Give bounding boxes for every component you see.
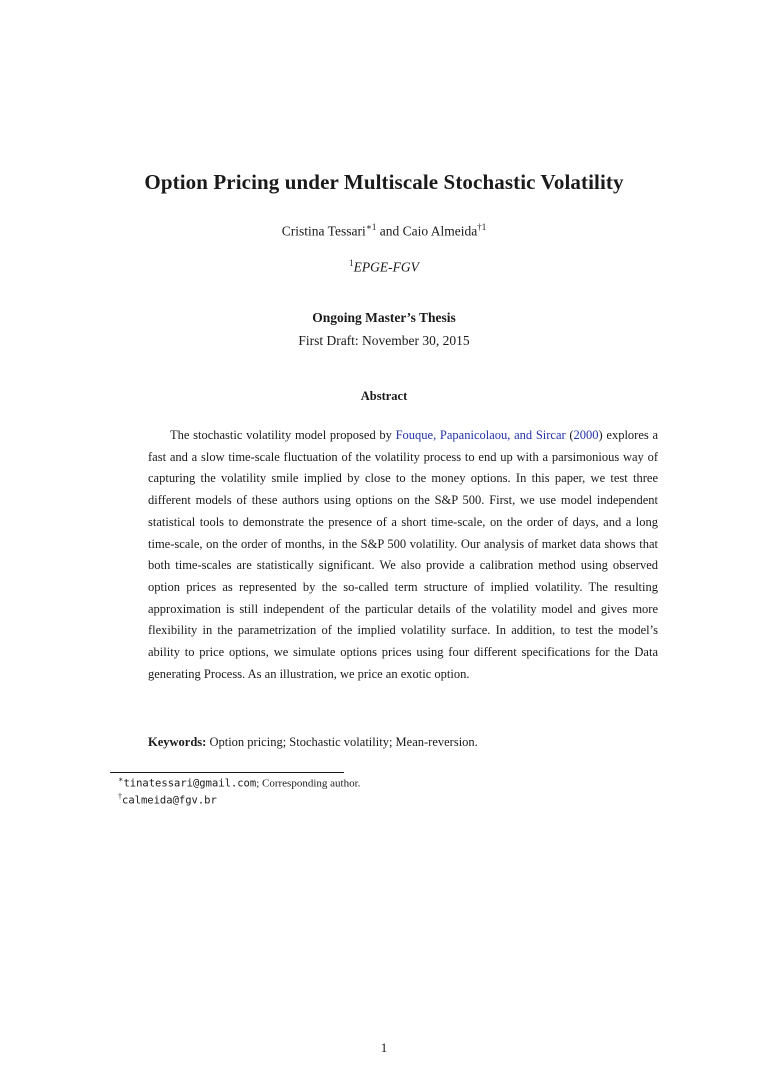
affiliation — [0, 258, 768, 276]
author-2-name: Caio Almeida — [402, 223, 478, 239]
citation-authors-link[interactable]: Fouque, Papanicolaou, and Sircar — [395, 428, 566, 442]
citation-year-link[interactable]: 2000 — [573, 428, 599, 442]
footnote-2 — [118, 792, 217, 807]
author-2-marks: †1 — [477, 222, 487, 232]
abstract-body — [148, 425, 658, 685]
citation-open-paren: ( — [565, 428, 574, 442]
author-1-marks: ∗1 — [365, 222, 377, 232]
citation-close-paren: ) — [598, 428, 603, 442]
footnote-1-note: ; Corresponding author. — [256, 777, 361, 790]
footnote-2-email[interactable]: calmeida@fgv.br — [122, 794, 217, 807]
footnote-2-mark: † — [118, 792, 122, 801]
keywords-label: Keywords: — [148, 735, 207, 749]
author-conjunction: and — [376, 223, 403, 239]
abstract-text-rest: explores a fast and a slow time-scale fluctuation of the volatility process to end up with a parsimonious way of capturing the volatility smile implied by close to the money options. In this paper, we test three different models of these authors using options on the S&P 500. First, we use model independent statistical tools to demonstrate the presence of a short time-scale, on the order of days, and a long time-scale, on the order of months, in the S&P 500 volatility. Our analysis of market data shows that both time-scales are statistically significant. We also provide a calibration method using observed option prices as represented by the so-called term structure of implied volatility. The resulting approximation is still independent of the particular details of the volatility model and gives more flexibility in the parametrization of the implied volatility surface. In addition, to test the model’s ability to price options, we simulate options prices using four different specifications for the Data generating Process. As an illustration, we price an exotic option. — [148, 428, 659, 681]
affiliation-mark: 1 — [349, 258, 354, 268]
abstract-text-start: The stochastic volatility model proposed by — [170, 428, 396, 442]
footnote-1-email[interactable]: tinatessari@gmail.com — [123, 777, 257, 790]
thesis-label: Ongoing Master’s Thesis — [312, 310, 456, 325]
affiliation-name: EPGE-FGV — [353, 259, 419, 275]
page-number: 1 — [380, 1040, 388, 1055]
draft-date: First Draft: November 30, 2015 — [298, 333, 470, 348]
footnote-1 — [118, 775, 360, 790]
author-1-name: Cristina Tessari — [281, 223, 366, 239]
keywords-line — [148, 735, 658, 750]
keywords-text: Option pricing; Stochastic volatility; Mean-reversion. — [206, 735, 478, 749]
footnote-rule — [110, 772, 344, 773]
abstract-heading: Abstract — [360, 389, 408, 403]
footnote-1-mark: ∗ — [118, 775, 124, 784]
paper-title: Option Pricing under Multiscale Stochastic Volatility — [144, 170, 624, 194]
author-line — [0, 222, 768, 240]
